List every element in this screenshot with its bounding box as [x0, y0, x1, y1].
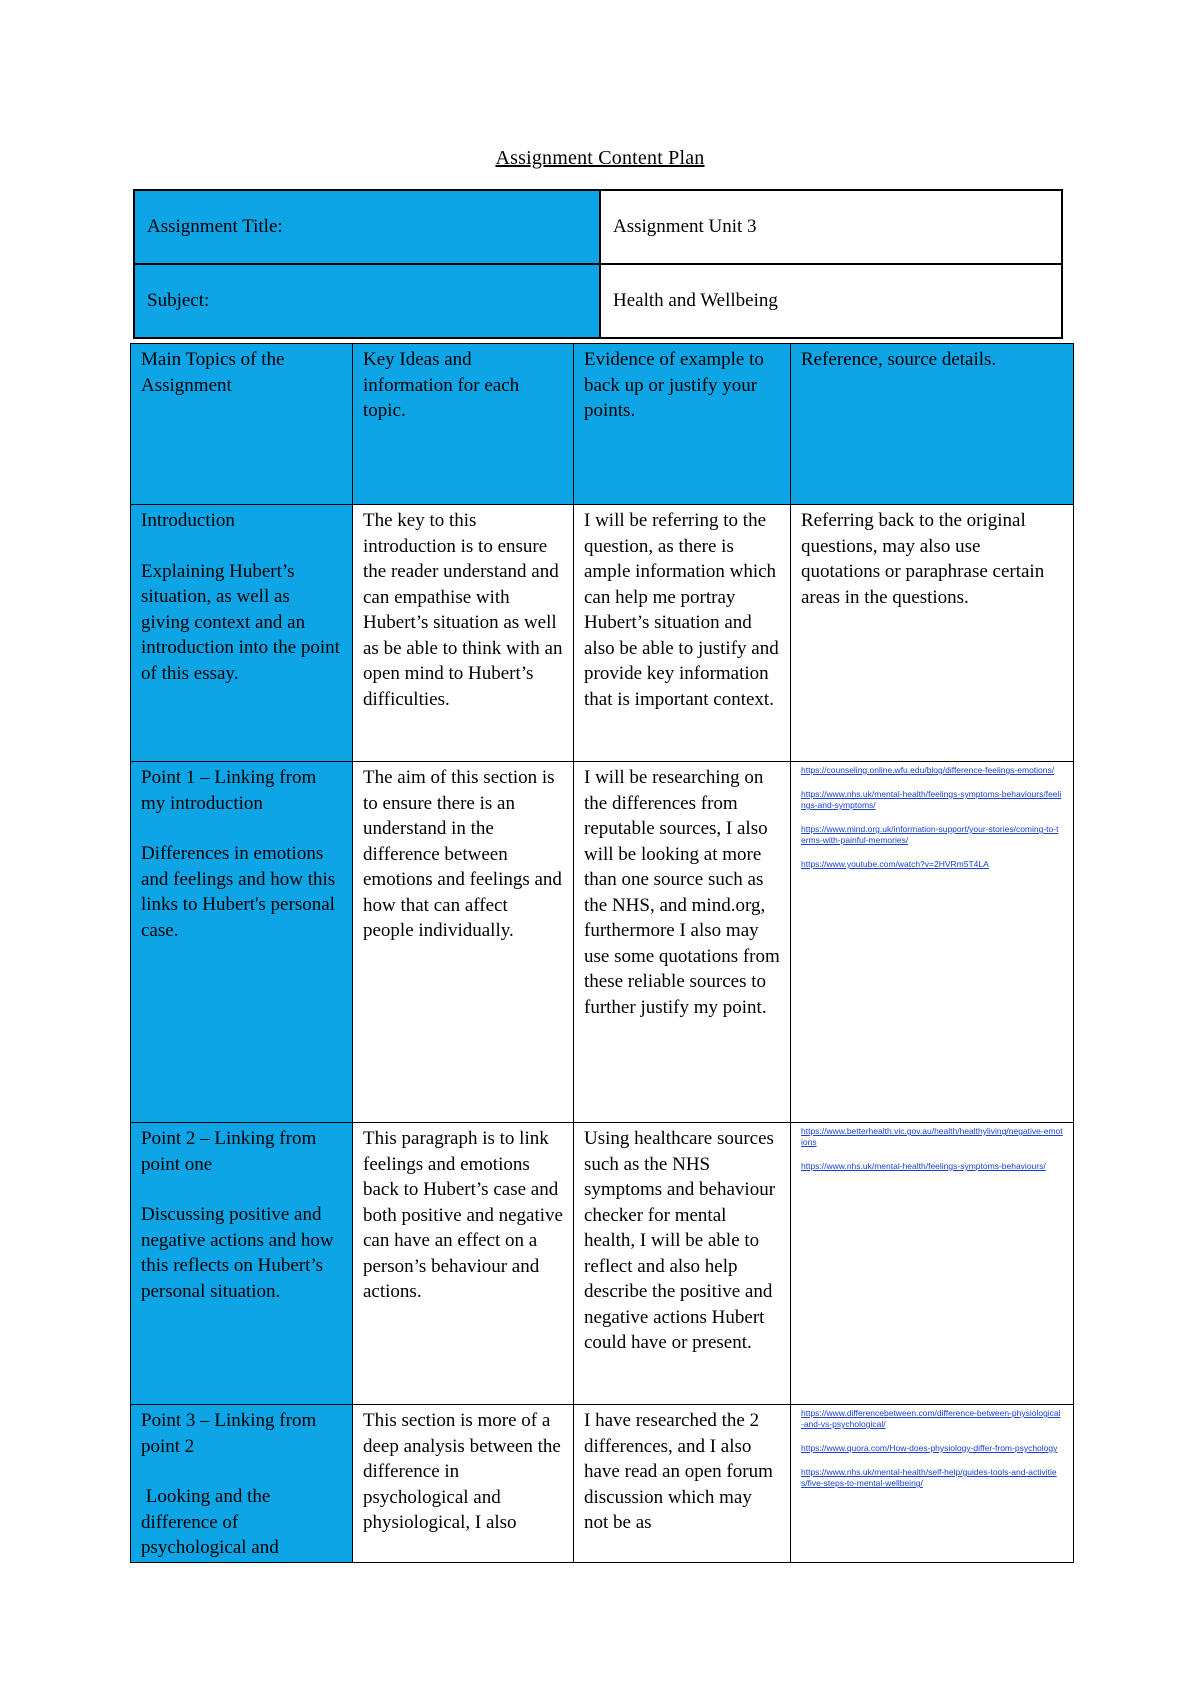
page-title: Assignment Content Plan — [495, 147, 705, 169]
reference-link[interactable]: https://www.differencebetween.com/difference-between-physiological-and-vs-psychological/ — [801, 1408, 1061, 1429]
topic-cell — [131, 1405, 353, 1563]
assignment-title-label: Assignment Title: — [134, 190, 600, 264]
topic-body: Explaining Hubert’s situation, as well as giving context and an introduction into the point of this essay. — [141, 560, 345, 684]
reference-link[interactable]: https://www.mind.org.uk/information-support/your-stories/coming-to-terms-with-painful-memories/ — [801, 824, 1059, 845]
table-row — [131, 505, 1074, 762]
topic-body: Differences in emotions and feelings and how this links to Hubert's personal case. — [141, 843, 340, 941]
content-plan-table — [130, 343, 1074, 1563]
ideas-cell: This paragraph is to link feelings and emotions back to Hubert’s case and both positive and negative can have an effect on a person’s behaviour and actions. — [353, 1123, 574, 1405]
header-evidence: Evidence of example to back up or justify your points. — [574, 344, 791, 505]
header-ideas: Key Ideas and information for each topic. — [353, 344, 574, 505]
reference-link[interactable]: https://www.nhs.uk/mental-health/feelings-symptoms-behaviours/ — [801, 1161, 1046, 1171]
topic-heading: Point 3 – Linking from point 2 — [141, 1410, 321, 1457]
topic-cell — [131, 1123, 353, 1405]
reference-link[interactable]: https://www.youtube.com/watch?v=2HVRm5T4LA — [801, 859, 989, 869]
topic-heading: Point 2 – Linking from point one — [141, 1128, 321, 1175]
reference-link[interactable]: https://www.betterhealth.vic.gov.au/health/healthyliving/negative-emotions — [801, 1126, 1063, 1147]
topic-cell — [131, 762, 353, 1123]
topic-body: Looking and the difference of psychological and — [141, 1486, 279, 1558]
assignment-title-row — [134, 190, 1062, 264]
assignment-title-value: Assignment Unit 3 — [600, 190, 1062, 264]
header-row — [131, 344, 1074, 505]
evidence-cell: I will be referring to the question, as there is ample information which can help me portray Hubert’s situation and also be able to justify and provide key information that is important context. — [574, 505, 791, 762]
topic-heading: Point 1 – Linking from my introduction — [141, 767, 321, 814]
table-row — [131, 762, 1074, 1123]
reference-cell: Referring back to the original questions, may also use quotations or paraphrase certain areas in the questions. — [791, 505, 1074, 762]
reference-link[interactable]: https://www.nhs.uk/mental-health/self-help/guides-tools-and-activities/five-steps-to-mental-wellbeing/ — [801, 1467, 1057, 1488]
subject-value: Health and Wellbeing — [600, 264, 1062, 338]
header-reference: Reference, source details. — [791, 344, 1074, 505]
evidence-cell: I will be researching on the differences from reputable sources, I also will be looking at more than one source such as the NHS, and mind.org, furthermore I also may use some quotations from these reliable sources to further justify my point. — [574, 762, 791, 1123]
reference-link[interactable]: https://www.nhs.uk/mental-health/feelings-symptoms-behaviours/feelings-and-symptoms/ — [801, 789, 1062, 810]
subject-row — [134, 264, 1062, 338]
table-row — [131, 1405, 1074, 1563]
header-topics: Main Topics of the Assignment — [131, 344, 353, 505]
topic-heading: Introduction — [141, 510, 235, 531]
subject-label: Subject: — [134, 264, 600, 338]
ideas-cell: The aim of this section is to ensure there is an understand in the difference between emotions and feelings and how that can affect people individually. — [353, 762, 574, 1123]
reference-cell — [791, 762, 1074, 1123]
reference-cell — [791, 1405, 1074, 1563]
reference-link[interactable]: https://counseling.online.wfu.edu/blog/difference-feelings-emotions/ — [801, 765, 1055, 775]
evidence-cell: Using healthcare sources such as the NHS symptoms and behaviour checker for mental health, I will be able to reflect and also help describe the positive and negative actions Hubert could have or present. — [574, 1123, 791, 1405]
ideas-cell: This section is more of a deep analysis between the difference in psychological and physiological, I also — [353, 1405, 574, 1563]
evidence-cell: I have researched the 2 differences, and I also have read an open forum discussion which may not be as — [574, 1405, 791, 1563]
assignment-info-table — [133, 189, 1063, 339]
topic-body: Discussing positive and negative actions and how this reflects on Hubert’s personal situation. — [141, 1204, 339, 1302]
topic-cell — [131, 505, 353, 762]
ideas-cell: The key to this introduction is to ensure the reader understand and can empathise with Hubert’s situation as well as be able to think with an open mind to Hubert’s difficulties. — [353, 505, 574, 762]
table-row — [131, 1123, 1074, 1405]
reference-link[interactable]: https://www.quora.com/How-does-physiology-differ-from-psychology — [801, 1443, 1058, 1453]
reference-cell — [791, 1123, 1074, 1405]
